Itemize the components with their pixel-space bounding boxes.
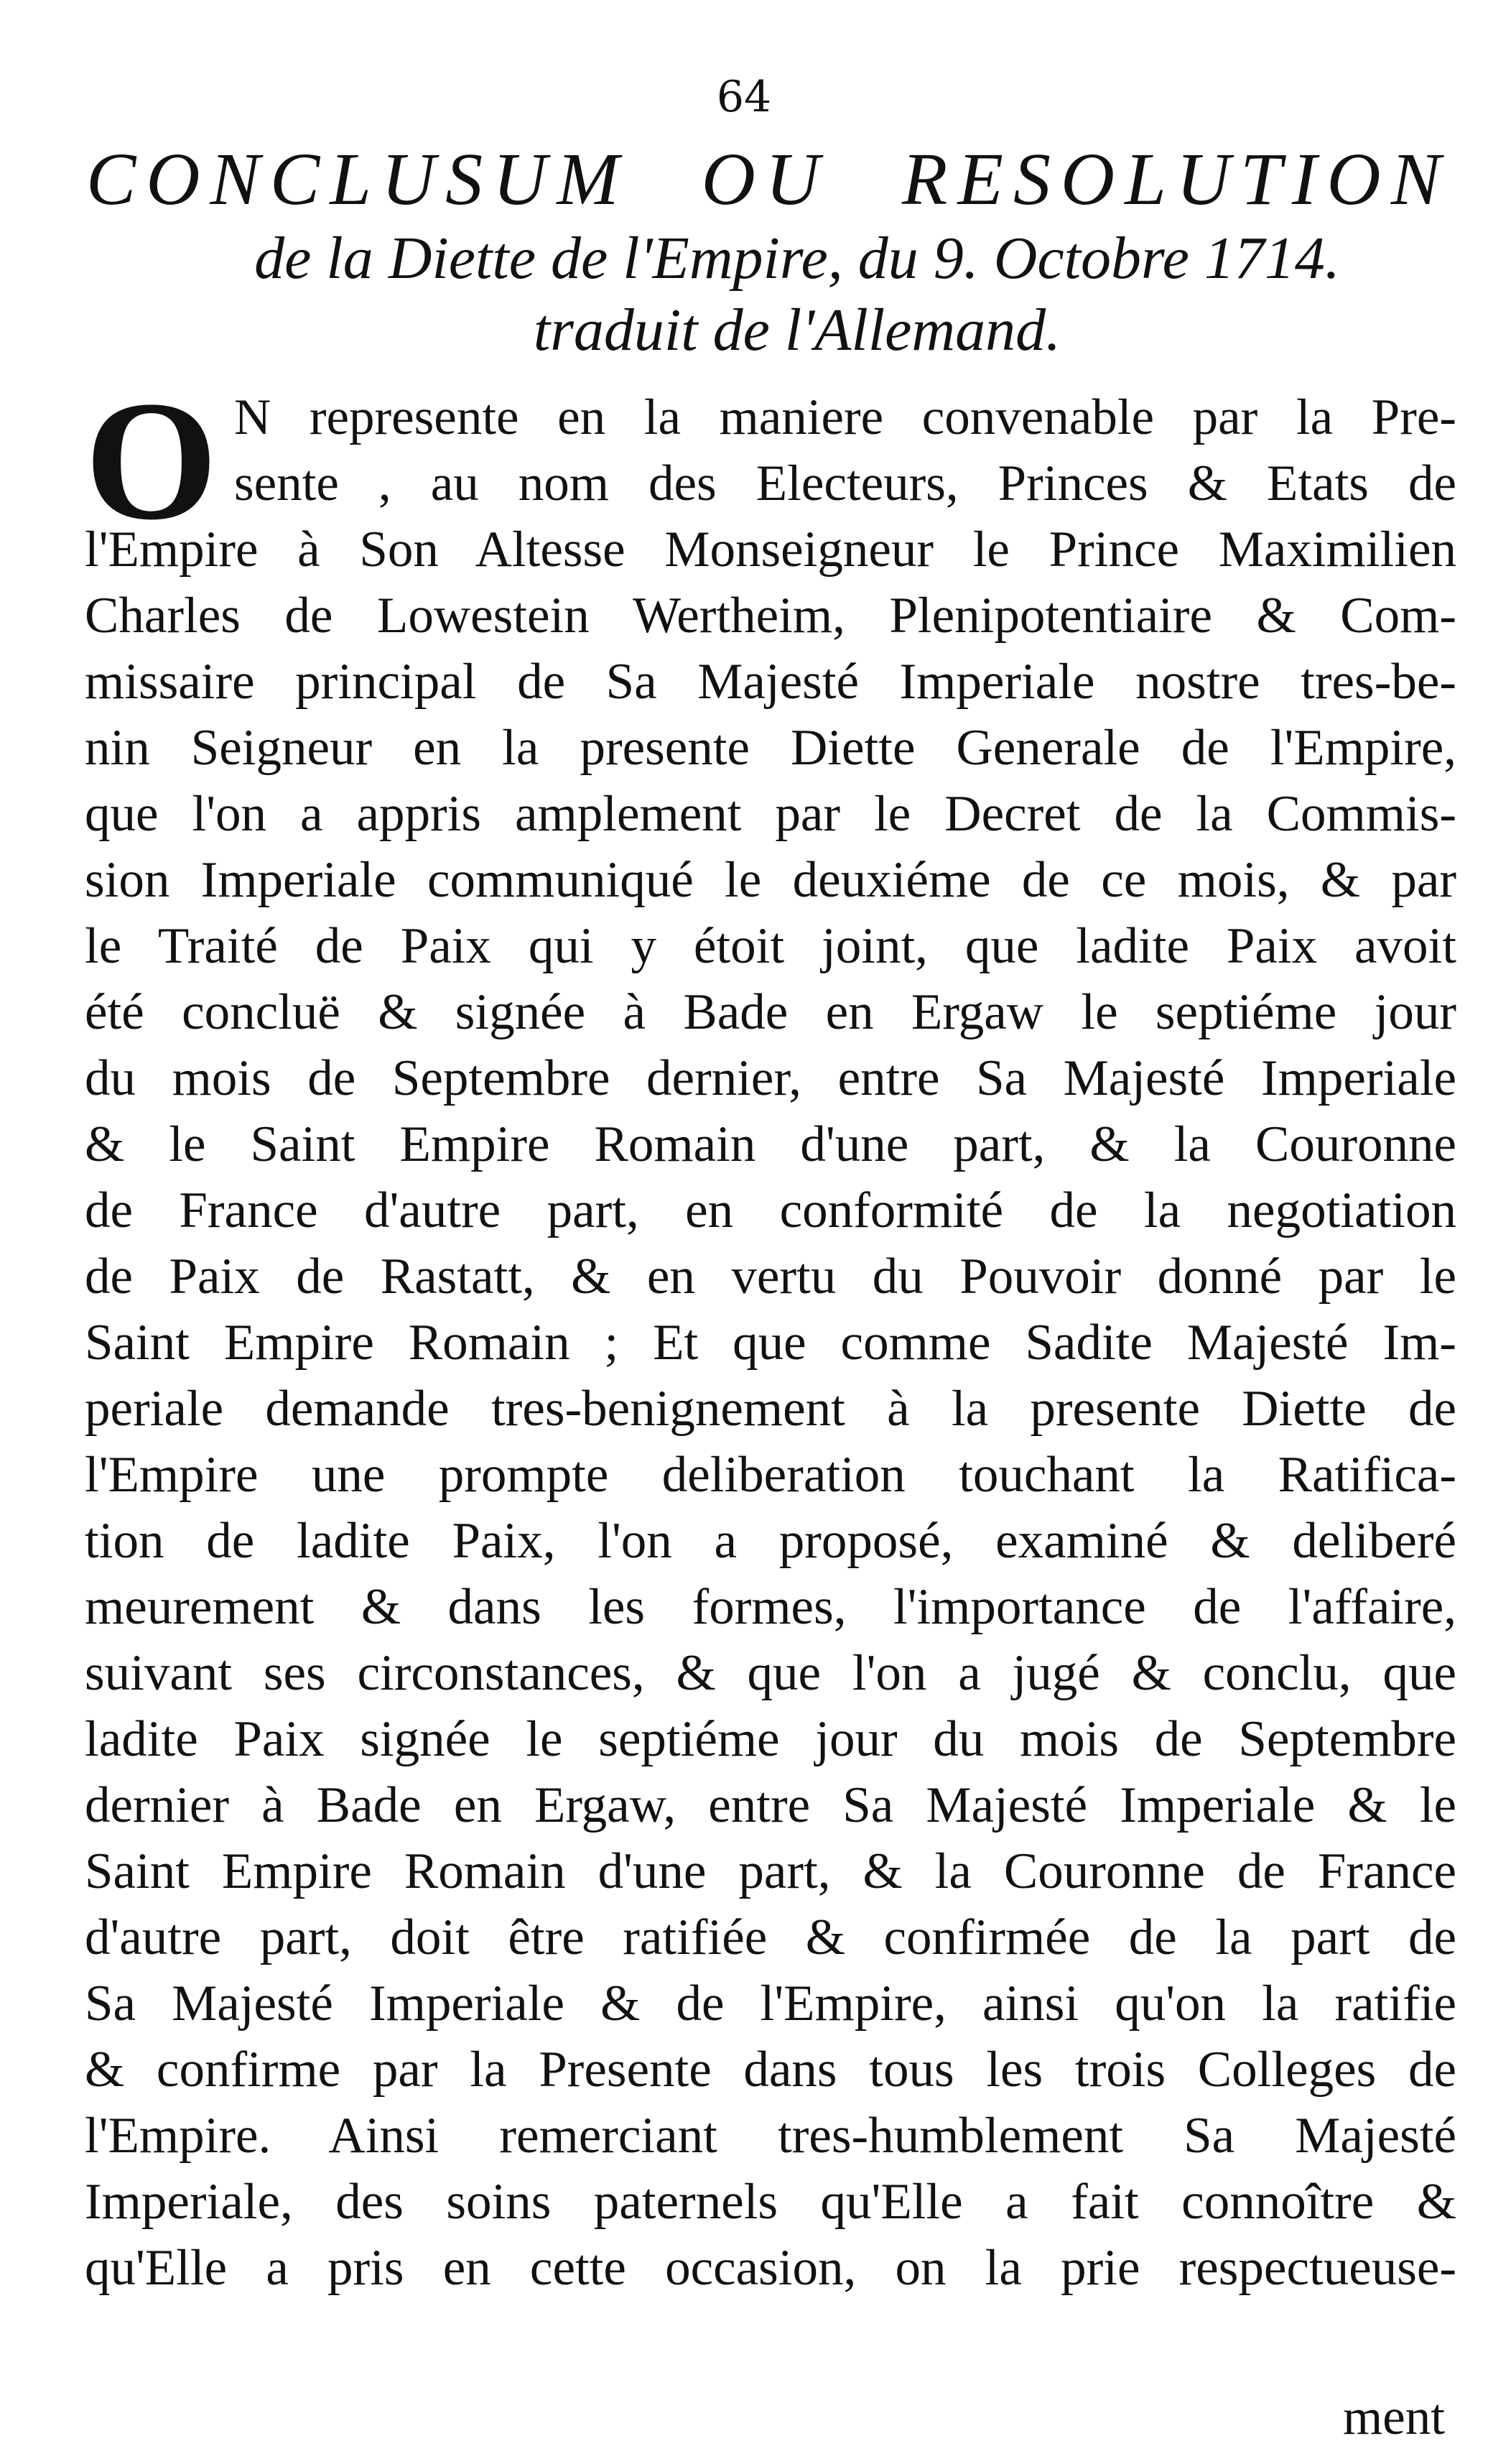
text-line: du mois de Septembre dernier, entre Sa Majesté Imperiale [85,1050,1456,1106]
text-line: missaire principal de Sa Majesté Imperiale nostre tres-be- [85,654,1456,710]
text-line: Imperiale, des soins paternels qu'Elle a fait connoître & [85,2174,1456,2230]
title-word: RESOLUTION [901,138,1451,221]
title-word: OU [701,138,830,221]
text-line: N represente en la maniere convenable par la Pre- [234,389,1456,445]
heading-subtitle: traduit de l'Allemand. [533,297,1061,363]
heading [86,136,1451,366]
text-line: & le Saint Empire Romain d'une part, & la Couronne [85,1116,1456,1172]
text-line: été concluë & signée à Bade en Ergaw le septiéme jour [85,984,1456,1040]
heading-subtitle: de la Diette de l'Empire, du 9. Octobre 1714. [254,225,1340,292]
text-line: qu'Elle a pris en cette occasion, on la prie respectueuse- [85,2240,1456,2296]
text-line: nin Seigneur en la presente Diette Generale de l'Empire, [85,720,1456,776]
text-line: Saint Empire Romain d'une part, & la Couronne de France [85,1843,1456,1899]
catchword: ment [1343,2389,1445,2445]
text-line: de France d'autre part, en conformité de la negotiation [85,1182,1456,1238]
text-line: l'Empire à Son Altesse Monseigneur le Prince Maximilien [85,522,1456,578]
text-line: d'autre part, doit être ratifiée & confirmée de la part de [85,1909,1456,1965]
text-line: Sa Majesté Imperiale & de l'Empire, ainsi qu'on la ratifie [85,1976,1456,2032]
text-line: ladite Paix signée le septiéme jour du mois de Septembre [85,1711,1456,1767]
text-line: le Traité de Paix qui y étoit joint, que ladite Paix avoit [85,918,1456,974]
text-line: meurement & dans les formes, l'importance de l'affaire, [85,1579,1456,1635]
drop-cap: O [85,366,218,555]
text-line: l'Empire. Ainsi remerciant tres-humblement Sa Majesté [85,2108,1456,2164]
text-line: sente , au nom des Electeurs, Princes & Etats de [234,455,1456,511]
text-line: & confirme par la Presente dans tous les trois Colleges de [85,2042,1456,2098]
page-number: 64 [716,72,772,122]
text-line: de Paix de Rastatt, & en vertu du Pouvoir donné par le [85,1249,1456,1305]
body-text [85,366,1456,2301]
text-line: l'Empire une prompte deliberation touchant la Ratifica- [85,1447,1456,1503]
text-line: Saint Empire Romain ; Et que comme Sadite Majesté Im- [85,1315,1456,1371]
text-line: Charles de Lowestein Wertheim, Plenipotentiaire & Com- [85,588,1456,644]
text-line: dernier à Bade en Ergaw, entre Sa Majesté Imperiale & le [85,1777,1456,1833]
heading-title [86,136,1451,223]
title-word: CONCLUSUM [86,138,629,221]
text-line: tion de ladite Paix, l'on a proposé, examiné & deliberé [85,1513,1456,1569]
text-line: suivant ses circonstances, & que l'on a jugé & conclu, que [85,1645,1456,1701]
text-line: sion Imperiale communiqué le deuxiéme de ce mois, & par [85,852,1456,908]
text-line: periale demande tres-benignement à la presente Diette de [85,1381,1456,1437]
text-line: que l'on a appris amplement par le Decret de la Commis- [85,786,1456,842]
